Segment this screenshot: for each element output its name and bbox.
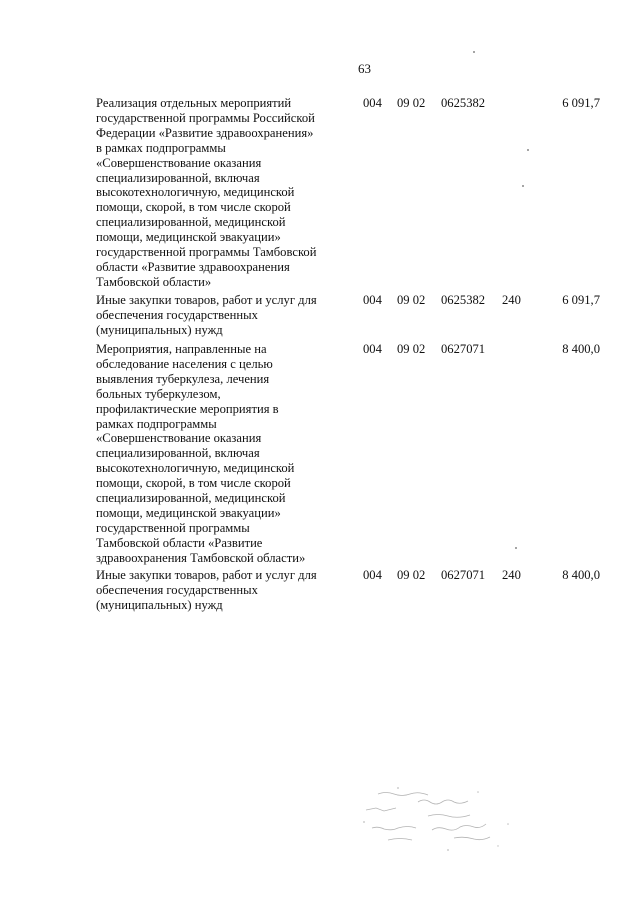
target-code: 0627071 xyxy=(441,342,486,356)
expense-type-code: 240 xyxy=(502,568,521,582)
section-code: 09 02 xyxy=(397,342,426,356)
row-description: Реализация отдельных мероприятий государственной программы Российской Федерации «Развитие здравоохранения» в рамках подпрограммы «Совершенствование оказания специализированной, включая высокотехнологичную, медицинской помощи, скорой, в том числе скорой специализированной, медицинской помощи, медицинской эвакуации» государственной программы Тамбовской области «Развитие здравоохранения Тамбовской области» xyxy=(96,96,317,289)
scan-speck xyxy=(473,51,475,53)
amount: 8 400,0 xyxy=(562,342,600,356)
target-code: 0625382 xyxy=(441,96,486,110)
ministry-code: 004 xyxy=(363,342,382,356)
scan-speck xyxy=(515,547,517,549)
row-description: Мероприятия, направленные на обследование населения с целью выявления туберкулеза, лечения больных туберкулезом, профилактические мероприятия в рамках подпрограммы «Совершенствование оказания специализированной, включая высокотехнологичную, медицинской помощи, скорой, в том числе скорой специализированной, медицинской помощи, медицинской эвакуации» государственной программы Тамбовской области «Развитие здравоохранения Тамбовской области» xyxy=(96,342,306,565)
amount: 8 400,0 xyxy=(562,568,600,582)
amount: 6 091,7 xyxy=(562,96,600,110)
target-code: 0627071 xyxy=(441,568,486,582)
scan-speck xyxy=(527,149,529,151)
section-code: 09 02 xyxy=(397,96,426,110)
target-code: 0625382 xyxy=(441,293,486,307)
row-description: Иные закупки товаров, работ и услуг для обеспечения государственных (муниципальных) нужд xyxy=(96,293,317,337)
row-description: Иные закупки товаров, работ и услуг для обеспечения государственных (муниципальных) нужд xyxy=(96,568,317,612)
section-code: 09 02 xyxy=(397,293,426,307)
section-code: 09 02 xyxy=(397,568,426,582)
page-number: 63 xyxy=(358,61,371,76)
amount: 6 091,7 xyxy=(562,293,600,307)
ministry-code: 004 xyxy=(363,293,382,307)
ministry-code: 004 xyxy=(363,568,382,582)
ministry-code: 004 xyxy=(363,96,382,110)
scan-speck xyxy=(522,185,524,187)
faded-stamp xyxy=(358,780,528,860)
expense-type-code: 240 xyxy=(502,293,521,307)
